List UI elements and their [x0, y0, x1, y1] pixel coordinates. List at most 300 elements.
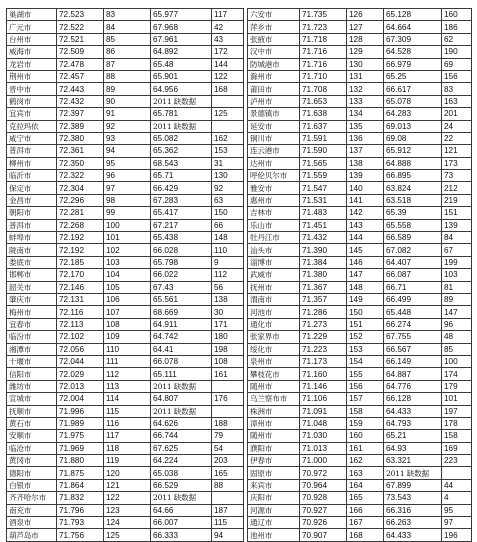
city-cell: 威海市	[7, 46, 57, 58]
table-row	[248, 380, 472, 392]
value-2011-cell: 2011 缺数据	[151, 120, 212, 132]
rank-2011-cell: 187	[212, 504, 244, 516]
city-cell: 咸宁市	[7, 132, 57, 144]
table-row	[7, 368, 244, 380]
value-2011-cell: 65.561	[151, 293, 212, 305]
value-cell: 71.989	[57, 417, 104, 429]
city-cell: 台州市	[7, 33, 57, 45]
city-cell: 宣城市	[7, 393, 57, 405]
value-cell: 71.716	[300, 46, 347, 58]
value-2011-cell: 65.71	[151, 170, 212, 182]
value-2011-cell: 66.078	[151, 355, 212, 367]
city-cell: 淄博市	[248, 256, 300, 268]
city-cell: 濮阳市	[248, 442, 300, 454]
rank-2011-cell: 168	[212, 83, 244, 95]
table-row	[7, 269, 244, 281]
table-row	[248, 442, 472, 454]
rank-cell: 137	[347, 145, 384, 157]
value-2011-cell: 2011 缺数据	[384, 467, 442, 479]
rank-2011-cell: 223	[442, 455, 472, 467]
table-row	[248, 95, 472, 107]
value-2011-cell: 65.912	[384, 145, 442, 157]
value-cell: 71.796	[57, 504, 104, 516]
table-row	[7, 343, 244, 355]
rank-2011-cell: 24	[442, 120, 472, 132]
value-cell: 72.102	[57, 331, 104, 343]
value-cell: 71.223	[300, 343, 347, 355]
value-2011-cell: 65.21	[384, 430, 442, 442]
table-row	[7, 21, 244, 33]
rank-cell: 83	[104, 9, 151, 21]
rank-cell: 127	[347, 21, 384, 33]
value-cell: 71.637	[300, 120, 347, 132]
table-row	[7, 281, 244, 293]
rank-cell: 134	[347, 108, 384, 120]
rank-cell: 101	[104, 232, 151, 244]
value-cell: 71.716	[300, 58, 347, 70]
rank-cell: 143	[347, 219, 384, 231]
table-row	[248, 46, 472, 58]
value-2011-cell: 66.007	[151, 517, 212, 529]
rank-2011-cell: 186	[442, 21, 472, 33]
value-2011-cell: 68.543	[151, 157, 212, 169]
value-cell: 72.113	[57, 318, 104, 330]
table-row	[248, 504, 472, 516]
city-cell: 泸州市	[248, 95, 300, 107]
value-cell: 71.864	[57, 479, 104, 491]
value-cell: 71.708	[300, 83, 347, 95]
value-cell: 71.106	[300, 393, 347, 405]
value-cell: 72.304	[57, 182, 104, 194]
value-cell: 71.793	[57, 517, 104, 529]
rank-cell: 111	[104, 355, 151, 367]
city-cell: 泉州市	[248, 355, 300, 367]
value-2011-cell: 65.417	[151, 207, 212, 219]
city-cell: 鹤岗市	[7, 95, 57, 107]
value-cell: 72.004	[57, 393, 104, 405]
value-cell: 71.384	[300, 256, 347, 268]
value-2011-cell: 67.968	[151, 21, 212, 33]
city-cell: 随州市	[248, 380, 300, 392]
value-2011-cell: 65.438	[151, 232, 212, 244]
city-cell: 株洲市	[248, 405, 300, 417]
table-row	[7, 430, 244, 442]
city-cell: 随州市	[248, 430, 300, 442]
value-2011-cell: 64.742	[151, 331, 212, 343]
city-cell: 攀枝花市	[248, 368, 300, 380]
rank-2011-cell: 110	[212, 244, 244, 256]
city-cell: 荆州市	[7, 70, 57, 82]
city-cell: 固原市	[248, 467, 300, 479]
city-cell: 抚州市	[248, 281, 300, 293]
rank-2011-cell: 81	[442, 281, 472, 293]
value-cell: 71.229	[300, 331, 347, 343]
value-cell: 70.926	[300, 517, 347, 529]
value-2011-cell: 66.499	[384, 293, 442, 305]
value-2011-cell: 66.895	[384, 170, 442, 182]
rank-cell: 97	[104, 182, 151, 194]
table-row	[7, 380, 244, 392]
value-cell: 71.718	[300, 33, 347, 45]
rank-2011-cell: 188	[212, 417, 244, 429]
rank-cell: 110	[104, 343, 151, 355]
rank-2011-cell: 31	[212, 157, 244, 169]
rank-2011-cell: 89	[442, 293, 472, 305]
table-row	[248, 281, 472, 293]
value-2011-cell: 64.887	[384, 368, 442, 380]
city-cell: 铜川市	[248, 132, 300, 144]
rank-2011-cell: 112	[212, 269, 244, 281]
rank-cell: 87	[104, 58, 151, 70]
table-row	[248, 529, 472, 541]
table-row	[248, 256, 472, 268]
rank-2011-cell: 174	[442, 368, 472, 380]
table-row	[7, 393, 244, 405]
value-2011-cell: 66.71	[384, 281, 442, 293]
rank-2011-cell: 56	[212, 281, 244, 293]
rank-2011-cell: 139	[442, 219, 472, 231]
value-2011-cell: 64.956	[151, 83, 212, 95]
rank-cell: 123	[104, 504, 151, 516]
rank-2011-cell: 9	[212, 256, 244, 268]
rank-2011-cell: 156	[442, 70, 472, 82]
rank-2011-cell: 122	[212, 70, 244, 82]
city-cell: 呼伦贝尔市	[248, 170, 300, 182]
rank-cell: 158	[347, 405, 384, 417]
table-row	[248, 517, 472, 529]
table-row	[248, 393, 472, 405]
rank-cell: 93	[104, 132, 151, 144]
table-row	[7, 405, 244, 417]
rank-cell: 154	[347, 355, 384, 367]
rank-cell: 86	[104, 46, 151, 58]
rank-2011-cell: 171	[212, 318, 244, 330]
city-cell: 晋中市	[7, 83, 57, 95]
value-cell: 71.091	[300, 405, 347, 417]
rank-2011-cell: 69	[442, 58, 472, 70]
city-cell: 连云港市	[248, 145, 300, 157]
value-cell: 71.000	[300, 455, 347, 467]
value-cell: 70.907	[300, 529, 347, 541]
city-cell: 张家界市	[248, 331, 300, 343]
rank-cell: 98	[104, 194, 151, 206]
table-row	[248, 219, 472, 231]
value-2011-cell: 65.111	[151, 368, 212, 380]
city-cell: 白银市	[7, 479, 57, 491]
rank-2011-cell: 115	[212, 517, 244, 529]
rank-cell: 116	[104, 417, 151, 429]
city-cell: 萍乡市	[248, 21, 300, 33]
city-cell: 滁州市	[248, 70, 300, 82]
right-data-table	[247, 8, 472, 542]
rank-2011-cell: 4	[442, 492, 472, 504]
value-cell: 71.160	[300, 368, 347, 380]
rank-cell: 114	[104, 393, 151, 405]
value-cell: 70.964	[300, 479, 347, 491]
value-cell: 71.590	[300, 145, 347, 157]
value-cell: 72.268	[57, 219, 104, 231]
value-2011-cell: 63.824	[384, 182, 442, 194]
city-cell: 莆田市	[248, 83, 300, 95]
value-cell: 71.975	[57, 430, 104, 442]
value-2011-cell: 64.407	[384, 256, 442, 268]
rank-2011-cell: 100	[442, 355, 472, 367]
rank-cell: 99	[104, 207, 151, 219]
value-2011-cell: 66.274	[384, 318, 442, 330]
value-2011-cell: 66.529	[151, 479, 212, 491]
table-row	[248, 9, 472, 21]
rank-cell: 141	[347, 194, 384, 206]
rank-cell: 100	[104, 219, 151, 231]
rank-cell: 136	[347, 132, 384, 144]
city-cell: 十堰市	[7, 355, 57, 367]
rank-2011-cell: 219	[442, 194, 472, 206]
value-2011-cell: 64.911	[151, 318, 212, 330]
rank-2011-cell: 67	[442, 244, 472, 256]
value-cell: 71.531	[300, 194, 347, 206]
value-2011-cell: 69.013	[384, 120, 442, 132]
city-cell: 张掖市	[248, 33, 300, 45]
rank-cell: 106	[104, 293, 151, 305]
value-2011-cell: 66.028	[151, 244, 212, 256]
city-cell: 梅州市	[7, 306, 57, 318]
value-cell: 71.559	[300, 170, 347, 182]
value-2011-cell: 66.617	[384, 83, 442, 95]
table-row	[248, 120, 472, 132]
city-cell: 通化市	[248, 318, 300, 330]
table-row	[7, 318, 244, 330]
rank-2011-cell: 79	[212, 430, 244, 442]
rank-2011-cell: 130	[212, 170, 244, 182]
value-2011-cell: 66.744	[151, 430, 212, 442]
table-row	[248, 479, 472, 491]
rank-2011-cell: 121	[442, 145, 472, 157]
city-cell: 蚌埠市	[7, 232, 57, 244]
value-2011-cell: 63.518	[384, 194, 442, 206]
rank-2011-cell: 85	[442, 343, 472, 355]
city-cell: 渭南市	[248, 293, 300, 305]
table-row	[248, 33, 472, 45]
rank-2011-cell: 212	[442, 182, 472, 194]
value-2011-cell: 65.39	[384, 207, 442, 219]
city-cell: 金昌市	[7, 194, 57, 206]
rank-cell: 155	[347, 368, 384, 380]
value-cell: 72.478	[57, 58, 104, 70]
rank-2011-cell: 92	[212, 182, 244, 194]
value-2011-cell: 64.41	[151, 343, 212, 355]
city-cell: 临汾市	[7, 331, 57, 343]
table-row	[7, 232, 244, 244]
rank-cell: 142	[347, 207, 384, 219]
value-cell: 71.735	[300, 9, 347, 21]
city-cell: 南充市	[7, 504, 57, 516]
city-cell: 朝阳市	[7, 207, 57, 219]
table-row	[7, 157, 244, 169]
table-row	[248, 455, 472, 467]
value-cell: 72.380	[57, 132, 104, 144]
table-row	[248, 58, 472, 70]
rank-2011-cell	[212, 492, 244, 504]
value-cell: 72.389	[57, 120, 104, 132]
rank-cell: 119	[104, 455, 151, 467]
table-row	[248, 355, 472, 367]
city-cell: 巢湖市	[7, 9, 57, 21]
table-row	[7, 467, 244, 479]
rank-cell: 126	[347, 9, 384, 21]
rank-cell: 117	[104, 430, 151, 442]
value-cell: 71.996	[57, 405, 104, 417]
city-cell: 黄石市	[7, 417, 57, 429]
rank-2011-cell: 162	[212, 132, 244, 144]
value-2011-cell: 64.433	[384, 529, 442, 541]
value-2011-cell: 67.217	[151, 219, 212, 231]
table-row	[248, 207, 472, 219]
rank-cell: 157	[347, 393, 384, 405]
value-cell: 72.523	[57, 9, 104, 21]
city-cell: 肇庆市	[7, 293, 57, 305]
value-cell: 71.390	[300, 244, 347, 256]
value-cell: 72.131	[57, 293, 104, 305]
rank-cell: 140	[347, 182, 384, 194]
rank-2011-cell: 160	[442, 9, 472, 21]
city-cell: 河源市	[248, 504, 300, 516]
value-2011-cell: 66.128	[384, 393, 442, 405]
table-row	[7, 504, 244, 516]
value-2011-cell: 64.892	[151, 46, 212, 58]
rank-2011-cell: 138	[212, 293, 244, 305]
rank-2011-cell: 43	[212, 33, 244, 45]
value-2011-cell: 64.528	[384, 46, 442, 58]
table-row	[7, 33, 244, 45]
value-cell: 71.483	[300, 207, 347, 219]
value-2011-cell: 65.798	[151, 256, 212, 268]
value-2011-cell: 66.087	[384, 269, 442, 281]
rank-cell: 129	[347, 46, 384, 58]
rank-2011-cell: 150	[212, 207, 244, 219]
rank-cell: 94	[104, 145, 151, 157]
city-cell: 汉中市	[248, 46, 300, 58]
rank-cell: 125	[104, 529, 151, 541]
left-table-body	[7, 9, 244, 542]
table-row	[248, 343, 472, 355]
value-2011-cell: 65.781	[151, 108, 212, 120]
value-cell: 71.565	[300, 157, 347, 169]
table-row	[248, 405, 472, 417]
value-2011-cell: 68.669	[151, 306, 212, 318]
value-cell: 71.653	[300, 95, 347, 107]
rank-2011-cell	[212, 95, 244, 107]
rank-2011-cell: 173	[442, 157, 472, 169]
rank-2011-cell: 94	[212, 529, 244, 541]
city-cell: 临沂市	[7, 170, 57, 182]
table-row	[7, 442, 244, 454]
city-cell: 绥化市	[248, 343, 300, 355]
rank-cell: 104	[104, 269, 151, 281]
rank-cell: 85	[104, 33, 151, 45]
rank-2011-cell: 63	[212, 194, 244, 206]
table-row	[248, 368, 472, 380]
table-row	[248, 293, 472, 305]
city-cell: 德阳市	[7, 467, 57, 479]
rank-2011-cell: 163	[442, 95, 472, 107]
table-row	[7, 132, 244, 144]
table-row	[248, 21, 472, 33]
value-2011-cell: 73.543	[384, 492, 442, 504]
value-2011-cell: 66.567	[384, 343, 442, 355]
rank-cell: 131	[347, 70, 384, 82]
city-cell: 延安市	[248, 120, 300, 132]
table-row	[248, 430, 472, 442]
rank-2011-cell: 197	[442, 405, 472, 417]
value-cell: 71.380	[300, 269, 347, 281]
table-row	[7, 219, 244, 231]
city-cell: 黄冈市	[7, 455, 57, 467]
value-2011-cell: 67.755	[384, 331, 442, 343]
city-cell: 广元市	[7, 21, 57, 33]
rank-cell: 90	[104, 95, 151, 107]
rank-cell: 88	[104, 70, 151, 82]
table-row	[7, 355, 244, 367]
rank-cell: 152	[347, 331, 384, 343]
table-row	[7, 529, 244, 541]
value-2011-cell: 64.93	[384, 442, 442, 454]
value-cell: 72.296	[57, 194, 104, 206]
rank-2011-cell: 96	[442, 318, 472, 330]
city-cell: 普洱市	[7, 219, 57, 231]
table-row	[7, 256, 244, 268]
table-row	[7, 70, 244, 82]
table-row	[7, 108, 244, 120]
value-cell: 72.116	[57, 306, 104, 318]
city-cell: 六安市	[248, 9, 300, 21]
value-2011-cell: 2011 缺数据	[151, 405, 212, 417]
value-cell: 71.875	[57, 467, 104, 479]
value-cell: 72.432	[57, 95, 104, 107]
rank-cell: 159	[347, 417, 384, 429]
rank-cell: 163	[347, 467, 384, 479]
table-row	[248, 467, 472, 479]
table-row	[248, 244, 472, 256]
rank-2011-cell: 117	[212, 9, 244, 21]
table-row	[7, 145, 244, 157]
value-cell: 71.367	[300, 281, 347, 293]
value-2011-cell: 63.321	[384, 455, 442, 467]
city-cell: 宜春市	[7, 318, 57, 330]
rank-cell: 150	[347, 306, 384, 318]
table-row	[248, 132, 472, 144]
rank-cell: 147	[347, 269, 384, 281]
value-cell: 71.030	[300, 430, 347, 442]
table-row	[7, 83, 244, 95]
city-cell: 保定市	[7, 182, 57, 194]
value-cell: 71.547	[300, 182, 347, 194]
value-cell: 71.146	[300, 380, 347, 392]
city-cell: 普洱市	[7, 145, 57, 157]
rank-cell: 120	[104, 467, 151, 479]
city-cell: 吉林市	[248, 207, 300, 219]
rank-2011-cell: 161	[212, 368, 244, 380]
rank-cell: 103	[104, 256, 151, 268]
rank-2011-cell: 198	[212, 343, 244, 355]
city-cell: 来宾市	[248, 479, 300, 491]
rank-cell: 91	[104, 108, 151, 120]
rank-cell: 84	[104, 21, 151, 33]
value-cell: 72.056	[57, 343, 104, 355]
rank-2011-cell: 178	[442, 417, 472, 429]
rank-cell: 165	[347, 492, 384, 504]
rank-cell: 148	[347, 281, 384, 293]
city-cell: 防城港市	[248, 58, 300, 70]
